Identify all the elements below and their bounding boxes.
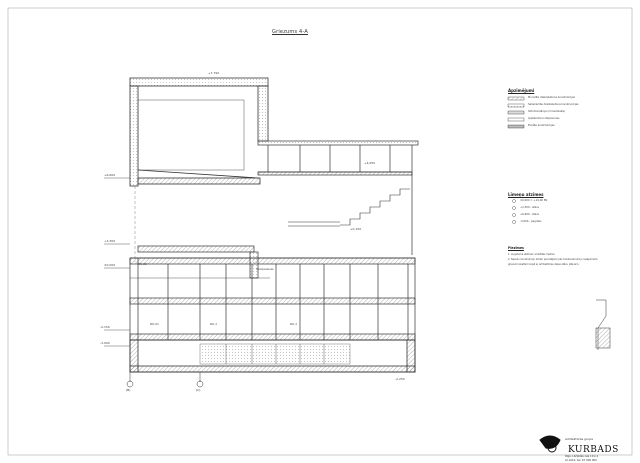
dim-label-0: +7,790 [208, 71, 220, 75]
logo-contact: LV-1010, tel. 67 000 000 [565, 459, 597, 462]
sub-label-0: R0-21 [150, 322, 159, 326]
notes-title: Piezīmes [508, 246, 524, 250]
dim-label-2: +0,150 [350, 227, 362, 231]
legend-item: Saliekamās dzelzsbetona konstrukcijas [528, 103, 579, 106]
logo-name: KURBADS [568, 445, 619, 455]
grid-axes [127, 372, 203, 387]
grid-label-b: (B) [126, 388, 131, 392]
level-markers [104, 178, 130, 346]
note-line: 1. Augstuma atzīmes norādītas metros. [508, 253, 556, 256]
levels-legend-item: -3,000 - pagrabs [520, 220, 542, 223]
levels-legend-item: +3,300 - stāvs [520, 206, 540, 209]
levels-legend-item: +6,600 - stāvs [520, 213, 540, 216]
note-line: griezumi skatāmi kopā ar arhitektūras daļas stāvu plāniem. [508, 263, 580, 266]
legend-item: Monolīta dzelzsbetona konstrukcijas [528, 96, 575, 99]
floor-grid [130, 246, 415, 340]
level-label-4: -3,000 [100, 341, 110, 345]
sub-label-2: R0-1 [290, 322, 297, 326]
upper-volume [130, 78, 268, 186]
dim-label-1: +4,050 [364, 161, 376, 165]
detail-sketch [596, 300, 610, 350]
legend-swatches [508, 97, 524, 128]
section-label: Starpsienas [256, 267, 274, 271]
sheet-border [8, 8, 632, 455]
terrace [258, 141, 418, 255]
grid-label-c: (C) [196, 388, 201, 392]
level-label-2: ±0,000 [104, 263, 116, 267]
dim-label-3: -2,250 [395, 377, 405, 381]
logo-icon [540, 436, 560, 452]
stair [288, 189, 410, 226]
legend-item: Esošās konstrukcijas [528, 124, 555, 127]
level-label-1: +3,300 [104, 239, 116, 243]
logo-top-text: arhitektūras grupa [565, 437, 593, 441]
legend-item: Siltumizolācija (minerālvate) [528, 110, 566, 113]
logo-address: Rīga, Lāčplēša iela 10 k-2 [565, 455, 599, 458]
legend-item: Ģipškartona starpsienas [528, 117, 560, 120]
level-label-3: -2,150 [100, 325, 110, 329]
basement [130, 340, 415, 372]
level-label-0: +6,600 [104, 173, 116, 177]
room-label: R1-22 [138, 262, 147, 266]
note-line: 2. Nesošo konstrukciju izmēri precizējami pēc būvkonstrukciju rasējumiem, [508, 258, 599, 261]
legend-title: Apzīmējumi [508, 88, 535, 93]
levels-legend-item: ±0,000 = +19,00 BS [520, 199, 548, 202]
level-legend-symbols [513, 200, 516, 224]
sub-label-1: R0-1 [210, 322, 217, 326]
drawing-title: Griezums 4-A [272, 29, 308, 35]
levels-legend-title: Līmeņu atzīmes [508, 192, 544, 197]
